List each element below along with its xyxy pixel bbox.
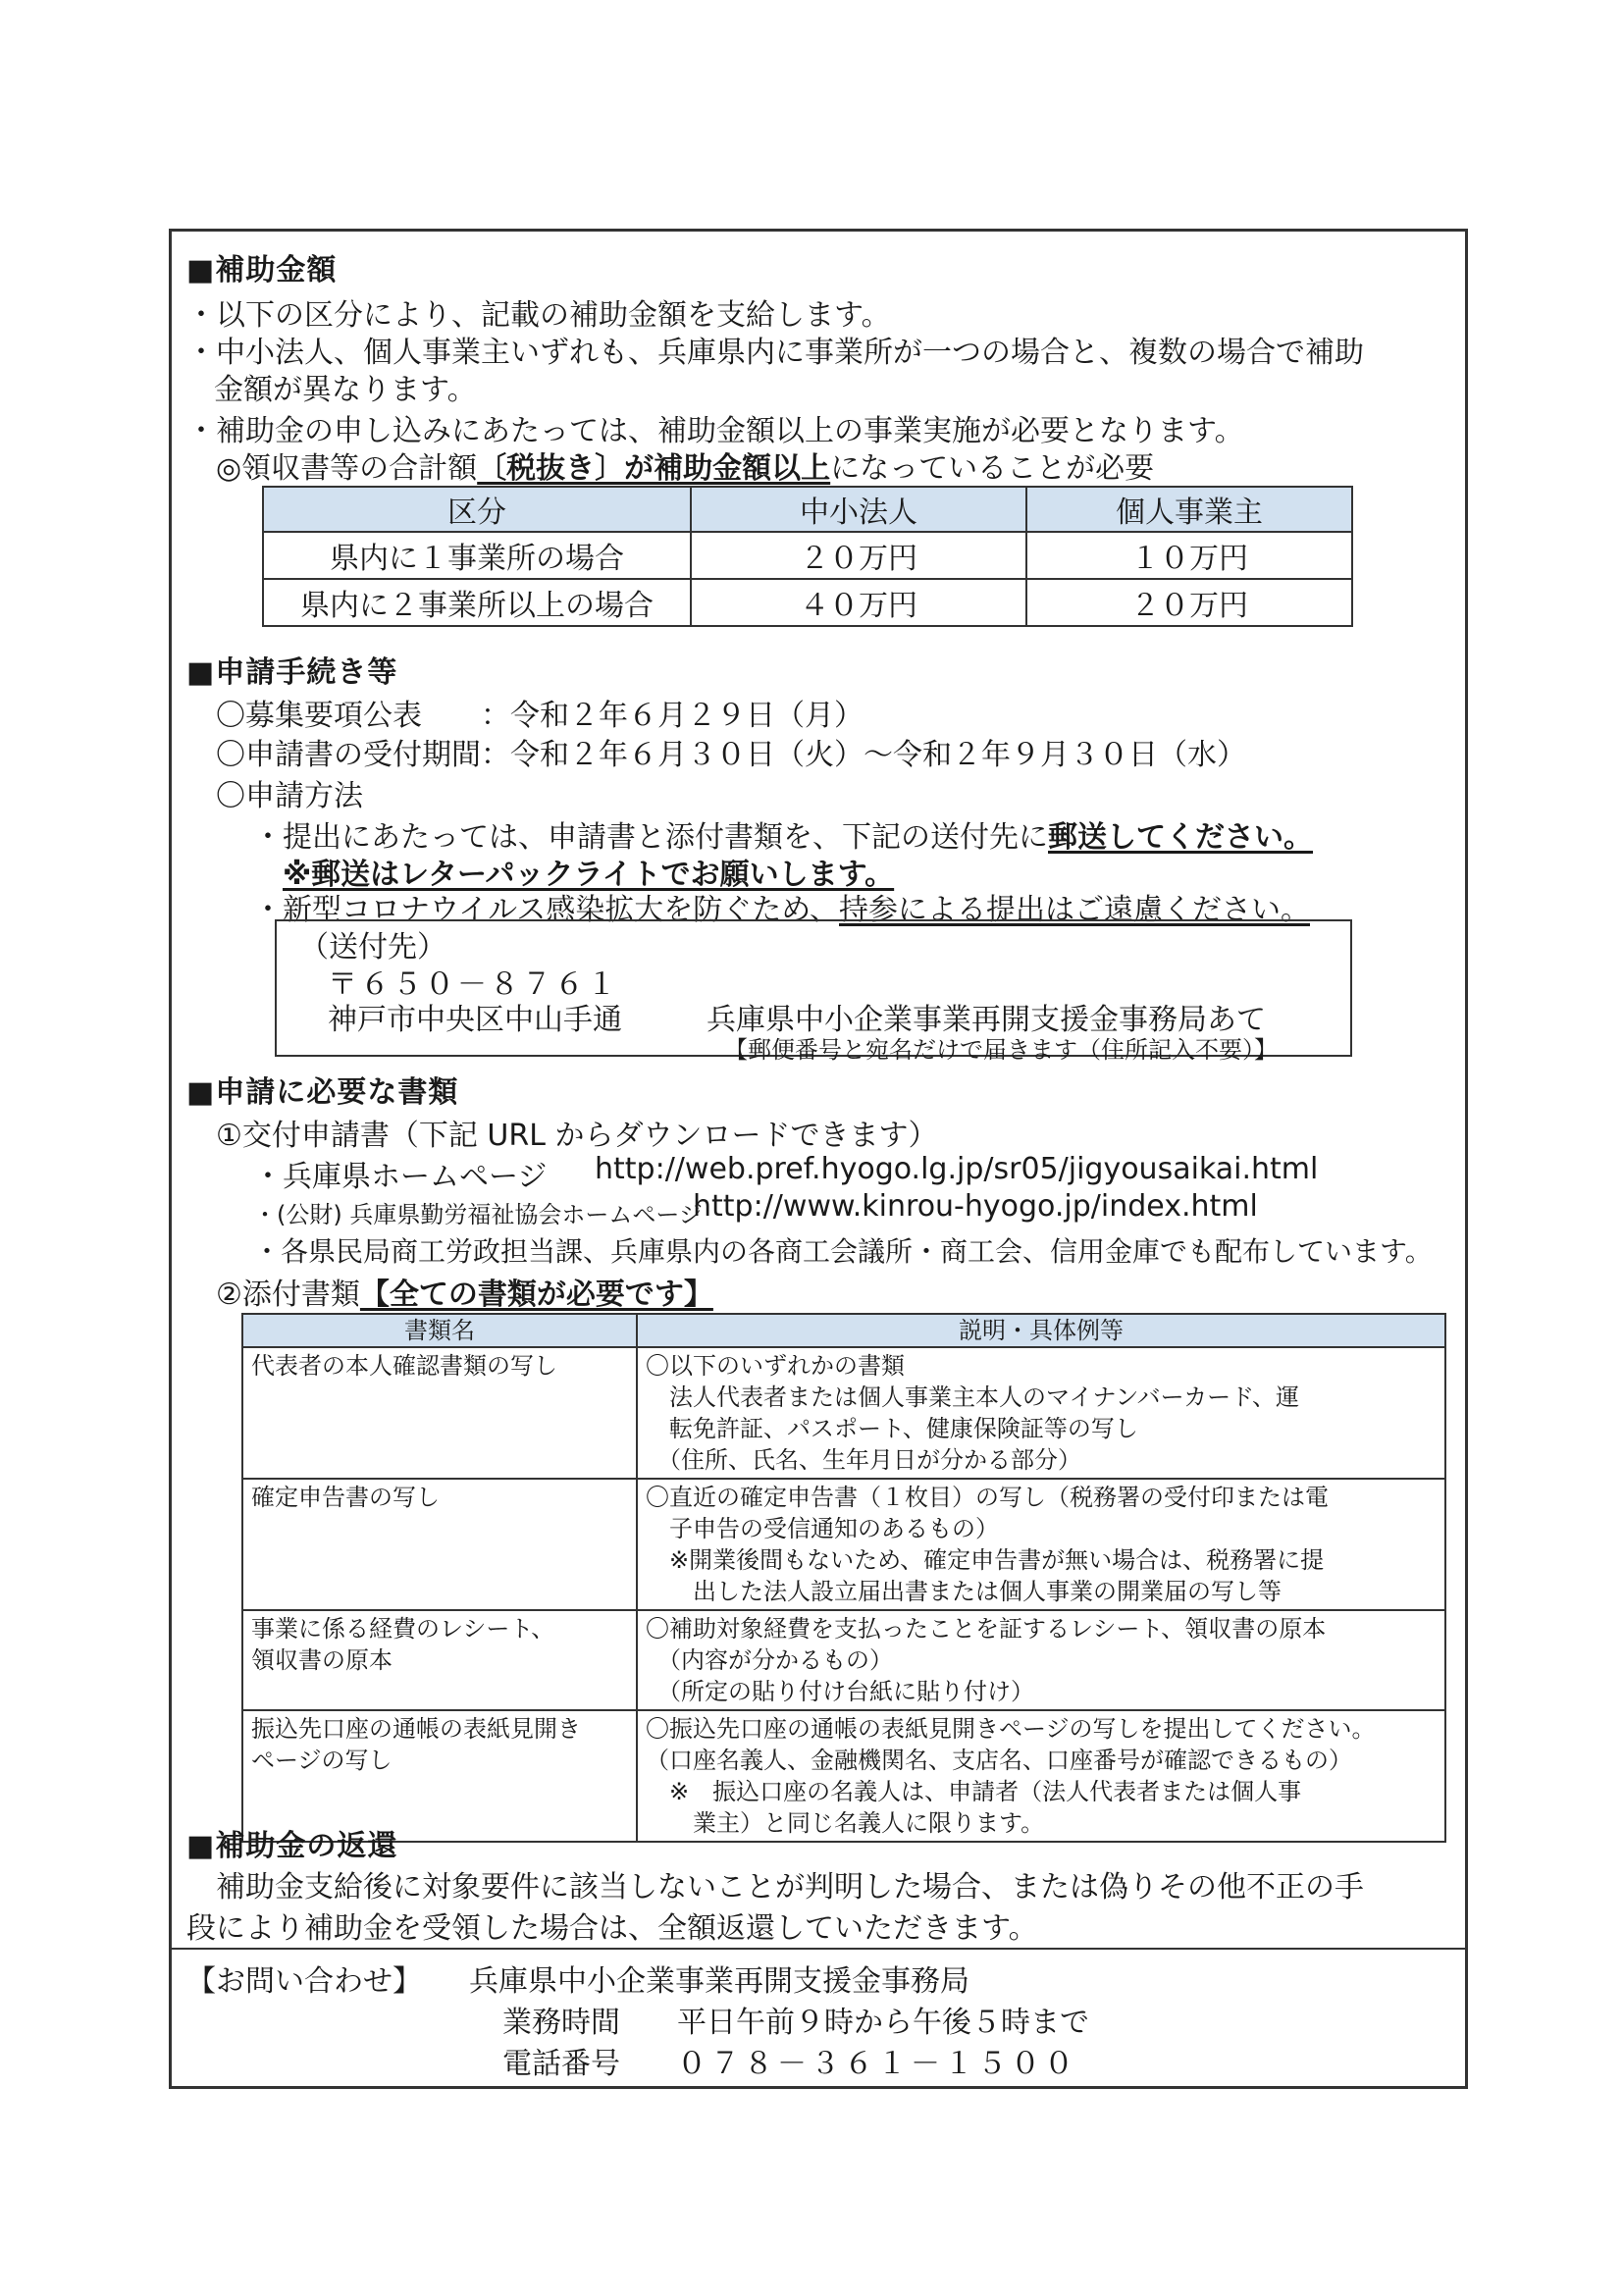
table-cell: ４０万円	[691, 579, 1026, 626]
refund-line-2: 段により補助金を受領した場合は、全額返還していただきます。	[186, 1911, 1038, 1946]
postal-code: 〒６５０－８７６１	[328, 967, 619, 1002]
letterpack-notice: ※郵送はレターパックライトでお願いします。	[283, 858, 895, 892]
application-heading: ■申請手続き等	[186, 655, 398, 690]
subsidy-note	[216, 444, 1154, 487]
doc-name-cell	[242, 1610, 637, 1710]
table-cell: １０万円	[1026, 532, 1352, 579]
doc-name-cell	[242, 1347, 637, 1479]
doc-name-line: ページの写し	[251, 1747, 393, 1774]
method-heading: 〇申請方法	[216, 779, 363, 813]
no-in-person-notice: 持参による提出はご遠慮ください。	[839, 893, 1310, 927]
documents-col-description: 説明・具体例等	[637, 1314, 1445, 1347]
doc-desc-cell	[637, 1710, 1445, 1842]
doc-name-line: 代表者の本人確認書類の写し	[251, 1352, 557, 1380]
doc-desc-line: ※開業後間もないため、確定申告書が無い場合は、税務署に提	[646, 1546, 1325, 1574]
subsidy-bullet-2: ・中小法人、個人事業主いずれも、兵庫県内に事業所が一つの場合と、複数の場合で補助	[186, 336, 1364, 370]
attachments-title	[216, 1270, 713, 1313]
subsidy-col-category: 区分	[263, 487, 691, 532]
distribution-note: ・各県民局商工労政担当課、兵庫県内の各商工会議所・商工会、信用金庫でも配布しています。	[253, 1235, 1433, 1268]
subsidy-col-individual: 個人事業主	[1026, 487, 1352, 532]
doc-desc-line: 〇振込先口座の通帳の表紙見開きページの写しを提出してください。	[646, 1715, 1376, 1743]
phone-value: ０７８－３６１－１５００	[677, 2047, 1077, 2081]
attachments-required: 【全ての書類が必要です】	[359, 1278, 713, 1312]
contact-divider	[169, 1948, 1468, 1950]
table-row	[242, 1347, 1445, 1479]
doc-desc-line: （口座名義人、金融機関名、支店名、口座番号が確認できるもの）	[646, 1747, 1352, 1774]
subsidy-bullet-3: ・補助金の申し込みにあたっては、補助金額以上の事業実施が必要となります。	[186, 414, 1244, 448]
doc-desc-line: 出した法人設立届出書または個人事業の開業届の写し等	[646, 1578, 1282, 1605]
table-cell: 県内に２事業所以上の場合	[263, 579, 691, 626]
subsidy-note-prefix: ◎領収書等の合計額	[216, 451, 478, 486]
documents-table	[241, 1313, 1446, 1843]
acceptance-period: 〇申請書の受付期間：令和２年６月３０日（火）～令和２年９月３０日（水）	[216, 738, 1246, 772]
doc-desc-line: 子申告の受信通知のあるもの）	[646, 1515, 999, 1542]
link-2-url[interactable]: http://www.kinrou-hyogo.jp/index.html	[693, 1189, 1258, 1224]
doc-desc-line: 法人代表者または個人事業主本人のマイナンバーカード、運	[646, 1383, 1299, 1411]
doc-desc-cell	[637, 1610, 1445, 1710]
doc-name-line: 振込先口座の通帳の表紙見開き	[251, 1715, 581, 1743]
documents-heading: ■申請に必要な書類	[186, 1075, 459, 1110]
doc-name-line: 領収書の原本	[251, 1646, 393, 1674]
refund-line-1: 補助金支給後に対象要件に該当しないことが判明した場合、または偽りその他不正の手	[216, 1870, 1364, 1905]
table-cell: 県内に１事業所の場合	[263, 532, 691, 579]
subsidy-col-corporation: 中小法人	[691, 487, 1026, 532]
doc-name-line: 事業に係る経費のレシート、	[251, 1615, 555, 1643]
table-cell: ２０万円	[1026, 579, 1352, 626]
contact-label: 【お問い合わせ】	[186, 1964, 422, 1999]
link-1-url[interactable]: http://web.pref.hyogo.lg.jp/sr05/jigyousaikai.html	[595, 1152, 1319, 1186]
address-label: （送付先）	[299, 930, 446, 965]
doc-desc-line: 転免許証、パスポート、健康保険証等の写し	[646, 1415, 1138, 1442]
doc-desc-line: 〇補助対象経費を支払ったことを証するレシート、領収書の原本	[646, 1615, 1327, 1643]
table-row	[263, 532, 1352, 579]
address-note: 【郵便番号と宛名だけで届きます（住所記入不要）】	[724, 1036, 1278, 1064]
phone-label: 電話番号	[502, 2047, 620, 2081]
doc-desc-line: ※ 振込口座の名義人は、申請者（法人代表者または個人事	[646, 1778, 1302, 1805]
announce-date: 〇募集要項公表 ：令和２年６月２９日（月）	[216, 699, 864, 733]
doc-desc-cell	[637, 1479, 1445, 1610]
table-row	[263, 579, 1352, 626]
doc-name-cell	[242, 1479, 637, 1610]
table-row	[242, 1479, 1445, 1610]
documents-col-name: 書類名	[242, 1314, 637, 1347]
method-line-3-text: ・新型コロナウイルス感染拡大を防ぐため、	[253, 893, 839, 927]
hours-label: 業務時間	[502, 2006, 620, 2040]
subsidy-bullet-2-cont: 金額が異なります。	[214, 373, 477, 407]
address-city: 神戸市中央区中山手通	[328, 1003, 622, 1037]
doc-desc-line: 〇以下のいずれかの書類	[646, 1352, 905, 1380]
subsidy-bullet-1: ・以下の区分により、記載の補助金額を支給します。	[186, 298, 891, 333]
refund-heading: ■補助金の返還	[186, 1829, 398, 1863]
subsidy-note-bold: 〔税抜き〕が補助金額以上	[477, 451, 831, 486]
attachments-prefix: ②添付書類	[216, 1278, 360, 1312]
doc-desc-line: （所定の貼り付け台紙に貼り付け）	[646, 1678, 1034, 1705]
doc-desc-line: 業主）と同じ名義人に限ります。	[646, 1809, 1045, 1837]
subsidy-table	[262, 486, 1353, 627]
doc-desc-line: （住所、氏名、生年月日が分かる部分）	[646, 1446, 1081, 1474]
mail-instruction: 郵送してください。	[1048, 820, 1313, 855]
method-line-1-text: ・提出にあたっては、申請書と添付書類を、下記の送付先に	[253, 820, 1048, 855]
doc-desc-line: （内容が分かるもの）	[646, 1646, 893, 1674]
table-row	[242, 1710, 1445, 1842]
doc-desc-line: 〇直近の確定申告書（１枚目）の写し（税務署の受付印または電	[646, 1484, 1329, 1511]
subsidy-note-suffix: になっていることが必要	[830, 451, 1155, 486]
doc-desc-cell	[637, 1347, 1445, 1479]
doc-name-line: 確定申告書の写し	[251, 1484, 440, 1511]
form-title: ①交付申請書（下記 URL からダウンロードできます）	[216, 1119, 938, 1153]
subsidy-heading: ■補助金額	[186, 253, 338, 287]
contact-office: 兵庫県中小企業事業再開支援金事務局	[469, 1964, 969, 1999]
hours-value: 平日午前９時から午後５時まで	[677, 2006, 1089, 2040]
link-2-label: ・(公財) 兵庫県勤労福祉協会ホームページ	[253, 1201, 703, 1228]
table-row	[242, 1610, 1445, 1710]
link-1-label: ・兵庫県ホームページ	[253, 1160, 548, 1194]
address-recipient: 兵庫県中小企業事業再開支援金事務局あて	[707, 1003, 1266, 1037]
table-cell: ２０万円	[691, 532, 1026, 579]
